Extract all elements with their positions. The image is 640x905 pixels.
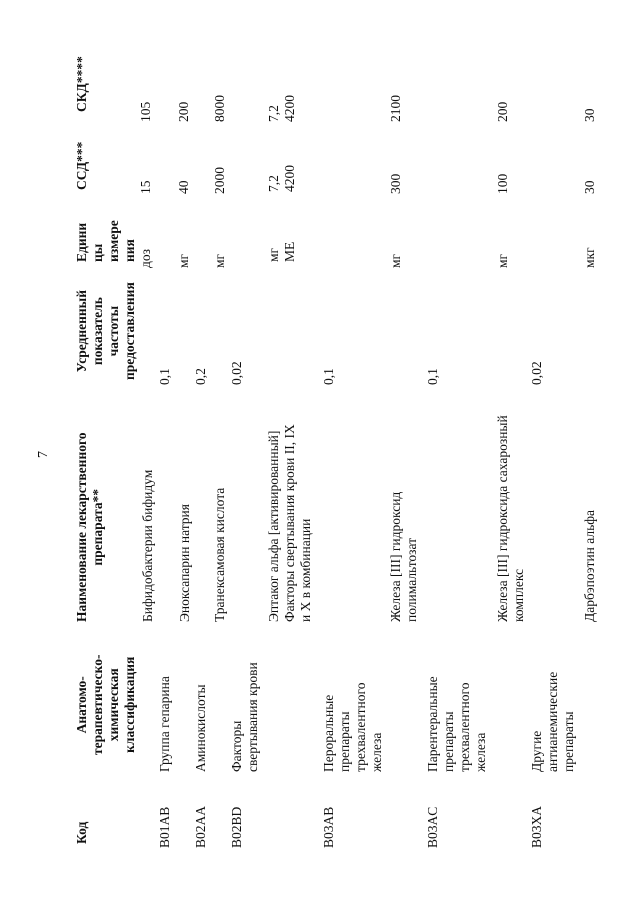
row-frequency: 0,1	[425, 368, 440, 385]
row-skd: 2100	[388, 95, 403, 122]
row-frequency: 0,1	[157, 368, 172, 385]
row-frequency: 0,1	[321, 368, 336, 385]
row-unit: мкг	[582, 247, 597, 268]
row-skd: 30	[582, 108, 597, 122]
row-code: B03AC	[425, 806, 440, 848]
header-ssd: ССД***	[74, 141, 89, 190]
row-ssd: 7,2 4200	[266, 165, 297, 192]
row-ssd: 15	[138, 180, 153, 194]
header-skd: СКД****	[74, 56, 89, 112]
row-skd: 200	[176, 101, 191, 122]
row-unit: мг	[495, 253, 510, 268]
row-drug: Железа [III] гидроксид полимальтозат	[388, 491, 419, 622]
row-drug: Бифидобактерии бифидум	[140, 469, 155, 622]
header-drug-name: Наименование лекарственного препарата**	[74, 432, 105, 622]
header-unit: Едини цы измере ния	[74, 220, 137, 262]
row-skd: 105	[138, 101, 153, 122]
row-drug: Дарбэпоэтин альфа	[582, 509, 597, 622]
row-code: B03XA	[529, 805, 544, 848]
row-code: B02AA	[193, 805, 208, 848]
page-number: 7	[36, 451, 51, 458]
row-classification: Группа гепарина	[157, 676, 172, 772]
row-frequency: 0,2	[193, 368, 208, 385]
row-skd: 7,2 4200	[266, 95, 297, 122]
row-ssd: 40	[176, 180, 191, 194]
row-frequency: 0,02	[229, 361, 244, 385]
row-drug: Транексамовая кислота	[212, 487, 227, 622]
row-unit: мг МЕ	[266, 241, 297, 262]
row-frequency: 0,02	[529, 361, 544, 385]
row-ssd: 100	[495, 173, 510, 194]
header-classification: Анатомо- терапевтическо- химическая классификация	[74, 654, 137, 755]
row-drug: Эноксапарин натрия	[177, 504, 192, 622]
row-classification: Другие антианемические препараты	[529, 671, 576, 772]
header-code: Код	[74, 821, 89, 844]
row-code: B01AB	[157, 806, 172, 848]
row-classification: Парентеральные препараты трехвалентного железа	[425, 676, 488, 772]
row-unit: доз	[138, 249, 153, 268]
row-unit: мг	[176, 253, 191, 268]
row-code: B03AB	[321, 806, 336, 848]
row-skd: 8000	[212, 95, 227, 122]
row-drug: Железа [III] гидроксида сахарозный комплекс	[495, 415, 526, 622]
row-classification: Аминокислоты	[193, 684, 208, 772]
header-frequency: Усредненный показатель частоты предоставления	[74, 282, 137, 380]
row-code: B02BD	[229, 806, 244, 848]
row-unit: мг	[388, 253, 403, 268]
row-drug: Эптаког альфа [активированный] Факторы свертывания крови II, IX и X в комбинации	[266, 424, 313, 622]
row-unit: мг	[212, 253, 227, 268]
row-classification: Факторы свертывания крови	[229, 662, 260, 772]
row-ssd: 30	[582, 180, 597, 194]
row-ssd: 300	[388, 173, 403, 194]
row-classification: Пероральные препараты трехвалентного железа	[321, 682, 384, 772]
row-skd: 200	[495, 101, 510, 122]
row-ssd: 2000	[212, 167, 227, 194]
